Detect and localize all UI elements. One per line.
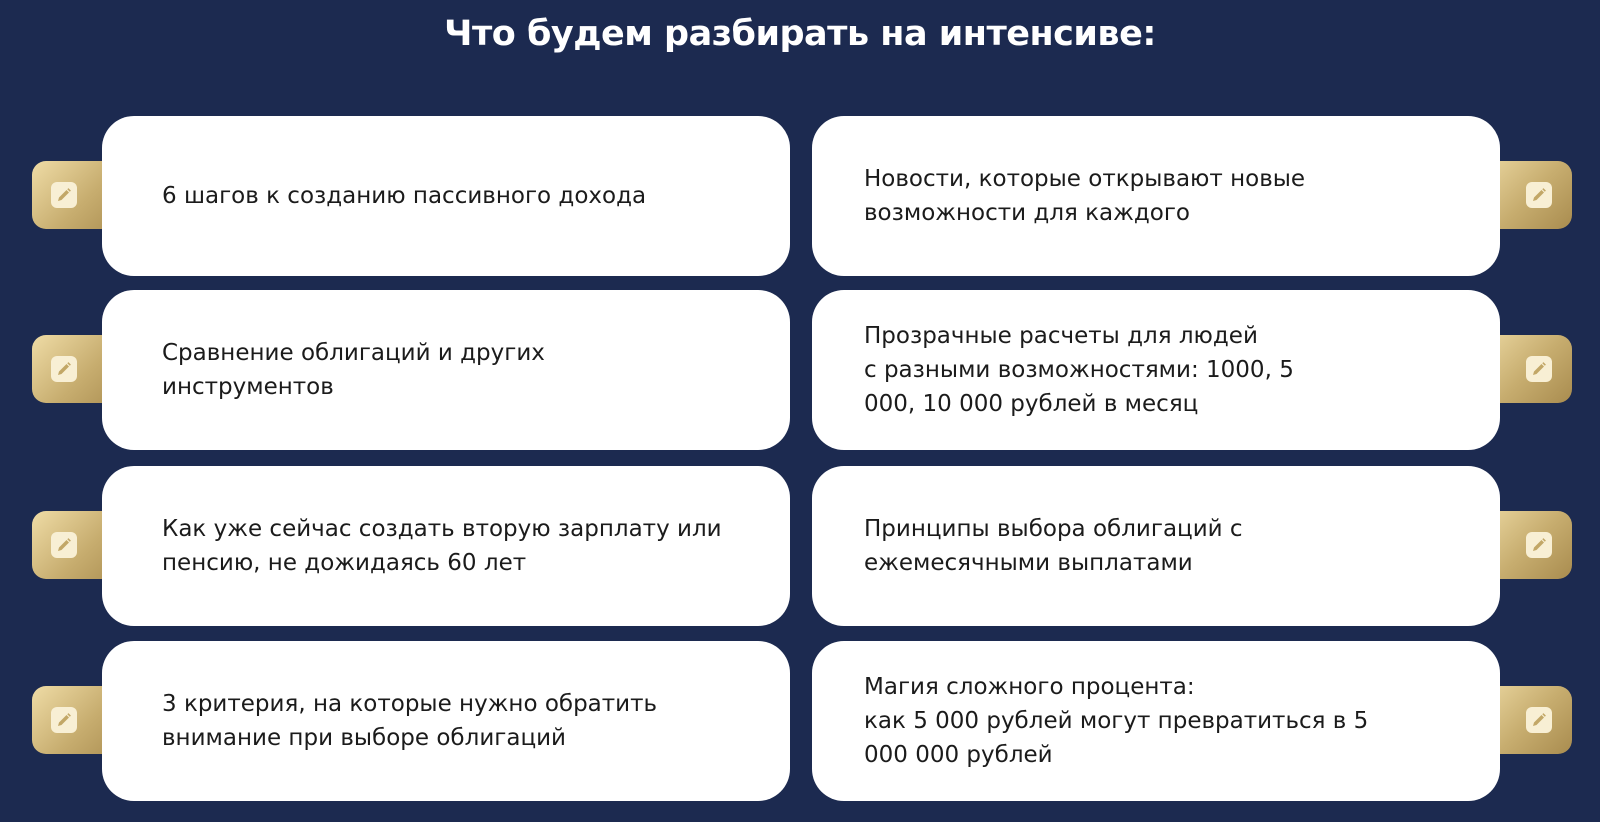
topic-text: Прозрачные расчеты для людей с разными возможностями: 1000, 5 000, 10 000 рублей в месяц (864, 323, 1294, 417)
topic-card-body (102, 641, 790, 801)
topic-card (32, 466, 792, 626)
pencil-icon (51, 532, 77, 558)
topic-card (812, 641, 1572, 801)
section-title: Что будем разбирать на интенсиве: (444, 14, 1156, 54)
topic-card-body (812, 466, 1500, 626)
pencil-icon (1526, 356, 1552, 382)
topic-text: Новости, которые открывают новые возможности для каждого (864, 166, 1306, 226)
topic-card-body (102, 290, 790, 450)
topic-text: 3 критерия, на которые нужно обратить внимание при выборе облигаций (162, 691, 658, 751)
topic-text: Магия сложного процента: как 5 000 рублей могут превратиться в 5 000 000 рублей (864, 674, 1369, 768)
pencil-icon (51, 707, 77, 733)
topic-card (812, 116, 1572, 276)
topic-card (32, 116, 792, 276)
pencil-icon (1526, 707, 1552, 733)
topic-card-body (102, 466, 790, 626)
topic-card-body (812, 290, 1500, 450)
topic-card (812, 290, 1572, 450)
topic-text: 6 шагов к созданию пассивного дохода (162, 183, 647, 209)
pencil-icon (1526, 182, 1552, 208)
topic-card (812, 466, 1572, 626)
pencil-icon (51, 182, 77, 208)
topic-text: Сравнение облигаций и других инструментов (162, 340, 545, 400)
pencil-icon (51, 356, 77, 382)
topic-text: Как уже сейчас создать вторую зарплату или пенсию, не дожидаясь 60 лет (162, 516, 722, 576)
topic-card-body (812, 116, 1500, 276)
pencil-icon (1526, 532, 1552, 558)
topic-text: Принципы выбора облигаций с ежемесячными выплатами (864, 516, 1243, 576)
topic-card-body (102, 116, 790, 276)
topic-card-body (812, 641, 1500, 801)
topic-card (32, 290, 792, 450)
topic-card (32, 641, 792, 801)
